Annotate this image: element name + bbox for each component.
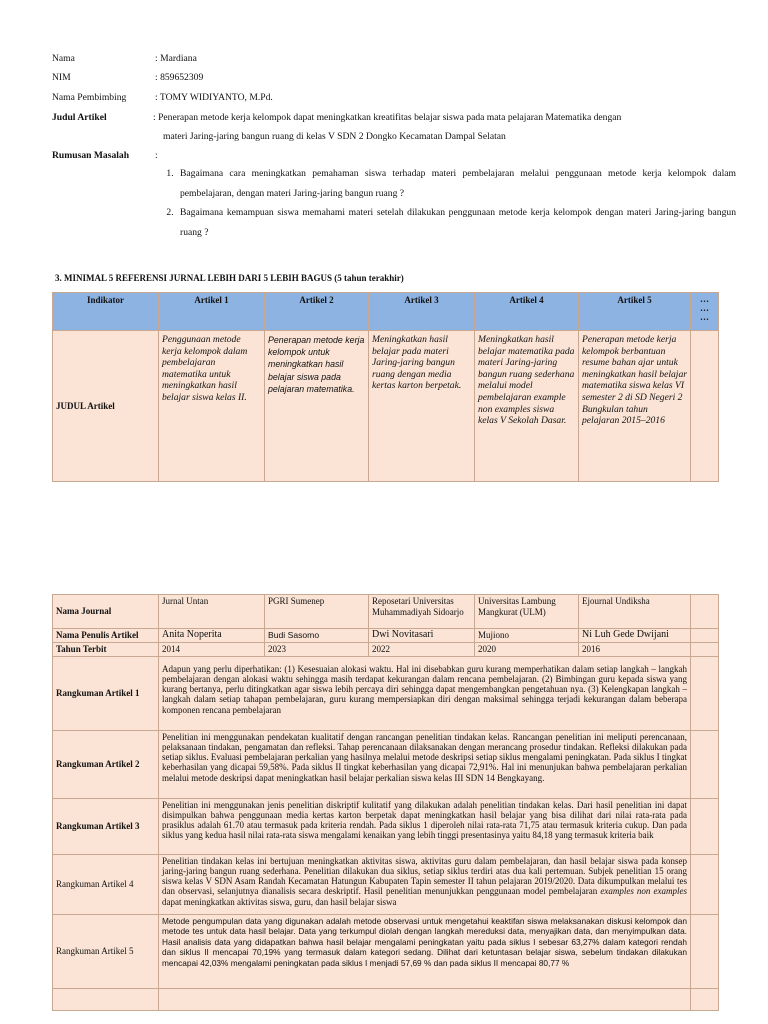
- year-label: Tahun Terbit: [53, 643, 159, 657]
- section-title: 3. MINIMAL 5 REFERENSI JURNAL LEBIH DARI 5 LEBIH BAGUS (5 tahun terakhir): [55, 273, 404, 283]
- row-label-judul: JUDUL Artikel: [53, 331, 159, 482]
- summary-more-4: [691, 854, 719, 914]
- summary-text-4-end: dapat meningkatkan aktivitas siswa, guru, dan hasil belajar siswa: [162, 896, 397, 907]
- year-3: 2022: [369, 643, 475, 657]
- year-5: 2016: [579, 643, 691, 657]
- rumusan-label: Rumusan Masalah: [52, 150, 130, 161]
- summary-label-2: Rangkuman Artikel 2: [53, 730, 159, 798]
- summary-label-1: Rangkuman Artikel 1: [53, 656, 159, 730]
- header-artikel-4: Artikel 4: [475, 293, 579, 331]
- rumusan-list: [158, 164, 736, 242]
- table-row: [53, 854, 719, 914]
- title-artikel-3: Meningkatkan hasil belajar pada materi Jaring-jaring bangun ruang dengan media kertas karton berpetak.: [369, 331, 475, 482]
- empty-more: [691, 988, 719, 1010]
- title-artikel-2: Penerapan metode kerja kelompok untuk meningkatkan hasil belajar siswa pada pelajaran matematika.: [265, 331, 369, 482]
- empty-cell: [159, 988, 691, 1010]
- summary-more-2: [691, 730, 719, 798]
- table-row: [53, 643, 719, 657]
- table-row: [53, 629, 719, 643]
- references-title-table: [52, 292, 719, 482]
- identity-block: [52, 52, 732, 162]
- nim-label: NIM: [52, 72, 71, 83]
- year-more: [691, 643, 719, 657]
- journal-3: Reposetari Universitas Muhammadiyah Sidoarjo: [369, 595, 475, 629]
- author-5: Ni Luh Gede Dwijani: [579, 629, 691, 643]
- summary-text-4-main: Penelitian tindakan kelas ini bertujuan meningkatkan aktivitas siswa, aktivitas guru dalam pembelajaran, dan hasil belajar siswa pada konsep jaring-jaring bangun ruang sederhana. Penelitian dilakukan dua siklus, setiap siklus terdiri atas dua kali pertemuan. Subjek penelitian 15 orang siswa kelas V SDN Asam Randah Kecamatan Hatungun Kabupaten Tapin semester II tahun pelajaran 2019/2020. Data dikumpulkan melalui tes dan observasi, selanjutnya dianalisis secara deskriptif. Hasil penelitian menunjukkan penggunaan model pembelajaran: [162, 855, 687, 897]
- author-2: Budi Sasomo: [265, 629, 369, 643]
- rumusan-item-2: 2. Bagaimana kemampuan siswa memahami materi setelah dilakukan penggunaan metode kerja kelompok dengan materi Jaring-jaring bangun ruang ?: [176, 203, 736, 242]
- table-row: [53, 595, 719, 629]
- summary-label-5: Rangkuman Artikel 5: [53, 914, 159, 988]
- journal-5: Ejournal Undiksha: [579, 595, 691, 629]
- table-row: [53, 331, 719, 482]
- journal-more: [691, 595, 719, 629]
- judul-line-2: materi Jaring-jaring bangun ruang di kelas V SDN 2 Dongko Kecamatan Dampal Selatan: [163, 131, 506, 142]
- journal-1: Jurnal Untan: [159, 595, 265, 629]
- journal-4: Universitas Lambung Mangkurat (ULM): [475, 595, 579, 629]
- pembimbing-value: : TOMY WIDIYANTO, M.Pd.: [155, 92, 273, 103]
- header-artikel-3: Artikel 3: [369, 293, 475, 331]
- summary-label-4: Rangkuman Artikel 4: [53, 854, 159, 914]
- journal-label: Nama Journal: [53, 595, 159, 629]
- table-row: [53, 988, 719, 1010]
- nim-value: : 859652309: [155, 72, 204, 83]
- header-artikel-2: Artikel 2: [265, 293, 369, 331]
- rumusan-colon: :: [155, 150, 158, 161]
- judul-line-1: : Penerapan metode kerja kelompok dapat meningkatkan kreatifitas belajar siswa pada mata pelajaran Matematika dengan: [153, 112, 622, 123]
- judul-label: Judul Artikel: [52, 112, 107, 123]
- table-row: [53, 798, 719, 854]
- summary-more-3: [691, 798, 719, 854]
- author-label: Nama Penulis Artikel: [53, 629, 159, 643]
- header-indikator: Indikator: [53, 293, 159, 331]
- summary-label-3: Rangkuman Artikel 3: [53, 798, 159, 854]
- table-header-row: [53, 293, 719, 331]
- header-artikel-5: Artikel 5: [579, 293, 691, 331]
- table-row: [53, 656, 719, 730]
- title-artikel-4: Meningkatkan hasil belajar matematika pada materi Jaring-jaring bangun ruang sederhana melalui model pembelajaran example non examples siswa kelas V Sekolah Dasar.: [475, 331, 579, 482]
- summary-text-1: Adapun yang perlu diperhatikan: (1) Kesesuaian alokasi waktu. Hal ini disebabkan guru kurang memperhatikan dalam setiap langkah – langkah pembelajaran dengan alokasi waktu sehingga masih terdapat kekurangan dalam rencana pembelajaran. (2) Bimbingan guru kepada siswa yang kurang bertanya, perlu ditingkatkan agar siswa lebih percaya diri sehingga dapat mengembangkan pengetahuan nya. (3) Kelengkapan langkah – langkah dalam setiap tahapan pembelajaran, guru kurang mempersiapkan diri dengan maksimal sehingga terjadi kekurangan dalam beberapa komponen rencana pembelajaran: [159, 656, 691, 730]
- nama-label: Nama: [52, 53, 75, 64]
- pembimbing-label: Nama Pembimbing: [52, 92, 127, 103]
- year-1: 2014: [159, 643, 265, 657]
- title-artikel-1: Penggunaan metode kerja kelompok dalam pembelajaran matematika untuk meningkatkan hasil belajar siswa kelas II.: [159, 331, 265, 482]
- year-4: 2020: [475, 643, 579, 657]
- summary-more-1: [691, 656, 719, 730]
- author-4: Mujiono: [475, 629, 579, 643]
- rumusan-item-1: 1. Bagaimana cara meningkatkan pemahaman siswa terhadap materi pembelajaran melalui penggunaan metode kerja kelompok dalam pembelajaran, dengan materi Jaring-jaring bangun ruang ?: [176, 164, 736, 203]
- header-artikel-1: Artikel 1: [159, 293, 265, 331]
- title-artikel-5: Penerapan metode kerja kelompok berbantuan resume bahan ajar untuk meningkatkan hasil belajar matematika siswa kelas VI semester 2 di SD Negeri 2 Bungkulan tahun pelajaran 2015–2016: [579, 331, 691, 482]
- references-detail-table: [52, 594, 719, 1011]
- author-1: Anita Noperita: [159, 629, 265, 643]
- summary-text-5: Metode pengumpulan data yang digunakan adalah metode observasi untuk mengetahui keaktifan siswa melaksanakan diskusi kelompok dan metode tes untuk data hasil belajar. Data yang terkumpul diolah dengan langkah mereduksi data, menyajikan data, dan menyimpulkan data. Hasil analisis data yang didapatkan bahwa hasil belajar mengalami peningkatan yaitu pada siklus I sebesar 63,27% dalam kategori rendah dan siklus II mencapai 70,19% yang termasuk dalam kategori sedang. Dilihat dari ketuntasan belajar siswa, sebelum tindakan dilakukan mencapai 42,03% mengalami peningkatan pada siklus I menjadi 57,69 % dan pada siklus II mencapai 80,77 %: [159, 914, 691, 988]
- title-more: [691, 331, 719, 482]
- author-3: Dwi Novitasari: [369, 629, 475, 643]
- summary-text-4-italic: examples non examples: [600, 886, 687, 897]
- header-more: … … …: [691, 293, 719, 331]
- summary-text-3: Penelitian ini menggunakan jenis penelitian diskriptif kulitatif yang dilakukan adalah penelitian tindakan kelas. Dari hasil penelitian ini dapat disimpulkan bahwa penggunaan media kertas karton berpetak dapat meningkatkan hasil belajar yang bisa dilihat dari nilai rata-rata pada prasiklus adalah 61.70 atau termasuk pada kriteria rendah. Pada siklus 1 diperoleh nilai rata-rata 71,75 atau termasuk kriteria cukup. Dan pada siklus yang kedua hasil nilai rata-rata siswa mengalami kenaikan yang lebih tinggi presentasinya yaitu 84,18 yang termasuk kriteria baik: [159, 798, 691, 854]
- table-row: [53, 914, 719, 988]
- year-2: 2023: [265, 643, 369, 657]
- summary-text-2: Penelitian ini menggunakan pendekatan kualitatif dengan rancangan penelitian tindakan kelas. Rancangan penelitian ini meliputi perencanaan, pelaksanaan tindakan, pengamatan dan refleksi. Tahap perencanaan dilaksanakan dengan merancang prosedur tindakan. Refleksi dilakukan pada setiap siklus. Evaluasi pembelajaran perkalian yang hasilnya melalui metode deskripsi setiap siklus mengalami peningkatan. Pada siklus I tingkat keberhasilan yang dicapai 59,58%. Pada siklus II tingkat keberhasilan yang dicapai 72,91%. Hal ini menunjukan bahwa pembelajaran perkalian melalui metode deskripsi dapat meningkatkan hasil belajar perkalian siswa kelas III SDN 14 Bengkayang.: [159, 730, 691, 798]
- author-more: [691, 629, 719, 643]
- table-row: [53, 730, 719, 798]
- journal-2: PGRI Sumenep: [265, 595, 369, 629]
- summary-text-4: [159, 854, 691, 914]
- empty-label: [53, 988, 159, 1010]
- summary-more-5: [691, 914, 719, 988]
- nama-value: : Mardiana: [155, 53, 197, 64]
